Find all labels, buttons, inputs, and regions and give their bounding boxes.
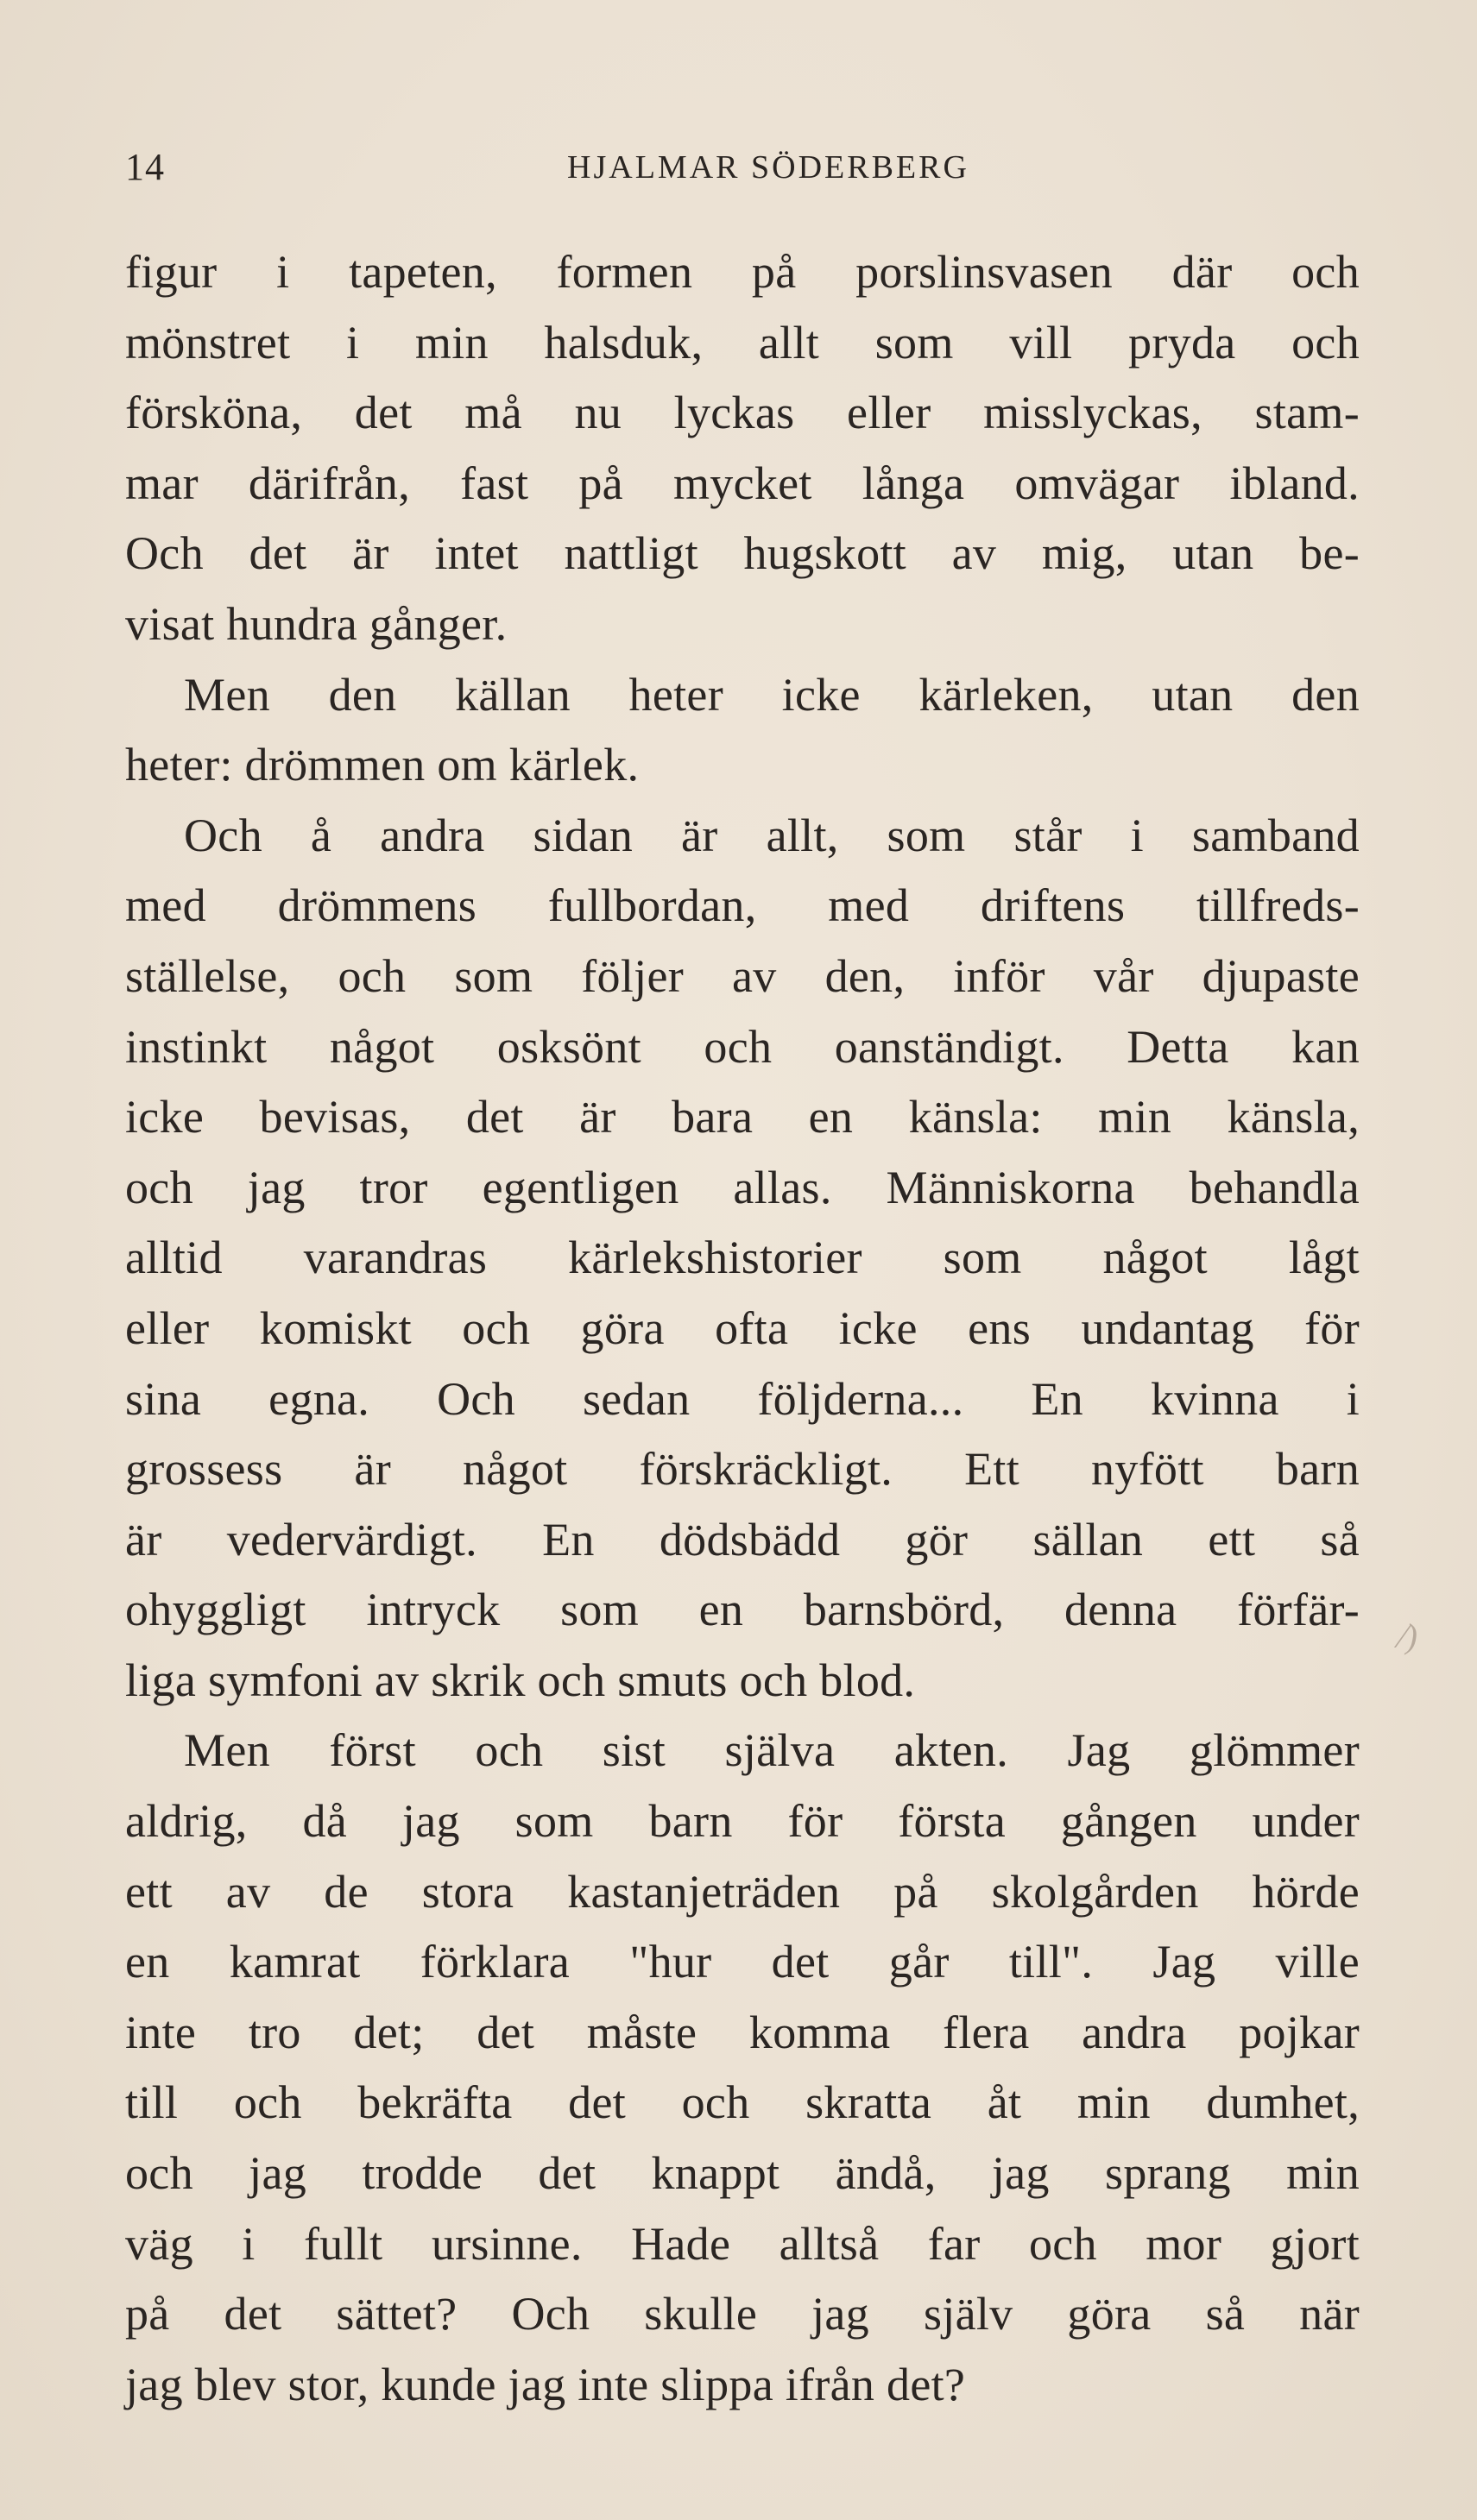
margin-pencil-mark: ⁄) [1400, 1616, 1417, 1655]
text-line: figur i tapeten, formen på porslinsvasen där och [125, 246, 1360, 298]
text-line: visat hundra gånger. [125, 597, 508, 650]
text-line: sina egna. Och sedan följderna... En kvinna i [125, 1372, 1360, 1425]
text-line: eller komiskt och göra ofta icke ens undantag för [125, 1301, 1360, 1354]
text-line: väg i fullt ursinne. Hade alltså far och mor gjort [125, 2217, 1360, 2270]
text-line: mönstret i min halsduk, allt som vill pryda och [125, 316, 1360, 369]
text-line: aldrig, då jag som barn för första gången under [125, 1795, 1360, 1848]
text-line: ställelse, och som följer av den, inför vår djupaste [125, 949, 1360, 1002]
paragraph-start-line: Men först och sist själva akten. Jag glömmer [184, 1724, 1360, 1777]
text-line: ett av de stora kastanjeträden på skolgården hörde [125, 1865, 1360, 1918]
text-line: och jag trodde det knappt ändå, jag sprang min [125, 2147, 1360, 2200]
body-text [125, 237, 1360, 2420]
text-line: och jag tror egentligen allas. Människorna behandla [125, 1161, 1360, 1213]
text-line: grossess är något förskräckligt. Ett nyfött barn [125, 1443, 1360, 1496]
text-line: är vedervärdigt. En dödsbädd gör sällan ett så [125, 1513, 1360, 1566]
text-line: inte tro det; det måste komma flera andra pojkar [125, 2006, 1360, 2058]
text-line: på det sättet? Och skulle jag själv göra så när [125, 2288, 1360, 2340]
text-line: med drömmens fullbordan, med driftens tillfreds- [125, 879, 1360, 932]
running-head: HJALMAR SÖDERBERG [567, 149, 969, 186]
paragraph-start-line: Men den källan heter icke kärleken, utan den [184, 668, 1360, 721]
text-line: icke bevisas, det är bara en känsla: min känsla, [125, 1091, 1360, 1143]
text-line: liga symfoni av skrik och smuts och blod. [125, 1654, 916, 1706]
text-line: ohyggligt intryck som en barnsbörd, denna förfär- [125, 1584, 1360, 1636]
page-number: 14 [125, 146, 165, 188]
text-line: heter: drömmen om kärlek. [125, 739, 640, 791]
paragraph-start-line: Och å andra sidan är allt, som står i samband [184, 809, 1360, 861]
page-header [125, 145, 1360, 197]
text-line: alltid varandras kärlekshistorier som något lågt [125, 1232, 1360, 1284]
text-line: en kamrat förklara "hur det går till". Jag ville [125, 1936, 1360, 1988]
text-line: jag blev stor, kunde jag inte slippa ifrån det? [125, 2358, 966, 2410]
text-line: till och bekräfta det och skratta åt min dumhet, [125, 2076, 1360, 2129]
text-line: mar därifrån, fast på mycket långa omvägar ibland. [125, 457, 1360, 509]
text-line: Och det är intet nattligt hugskott av mig, utan be- [125, 527, 1360, 580]
text-line: försköna, det må nu lyckas eller misslyckas, stam- [125, 387, 1360, 439]
text-line: instinkt något osksönt och oanständigt. Detta kan [125, 1020, 1360, 1073]
